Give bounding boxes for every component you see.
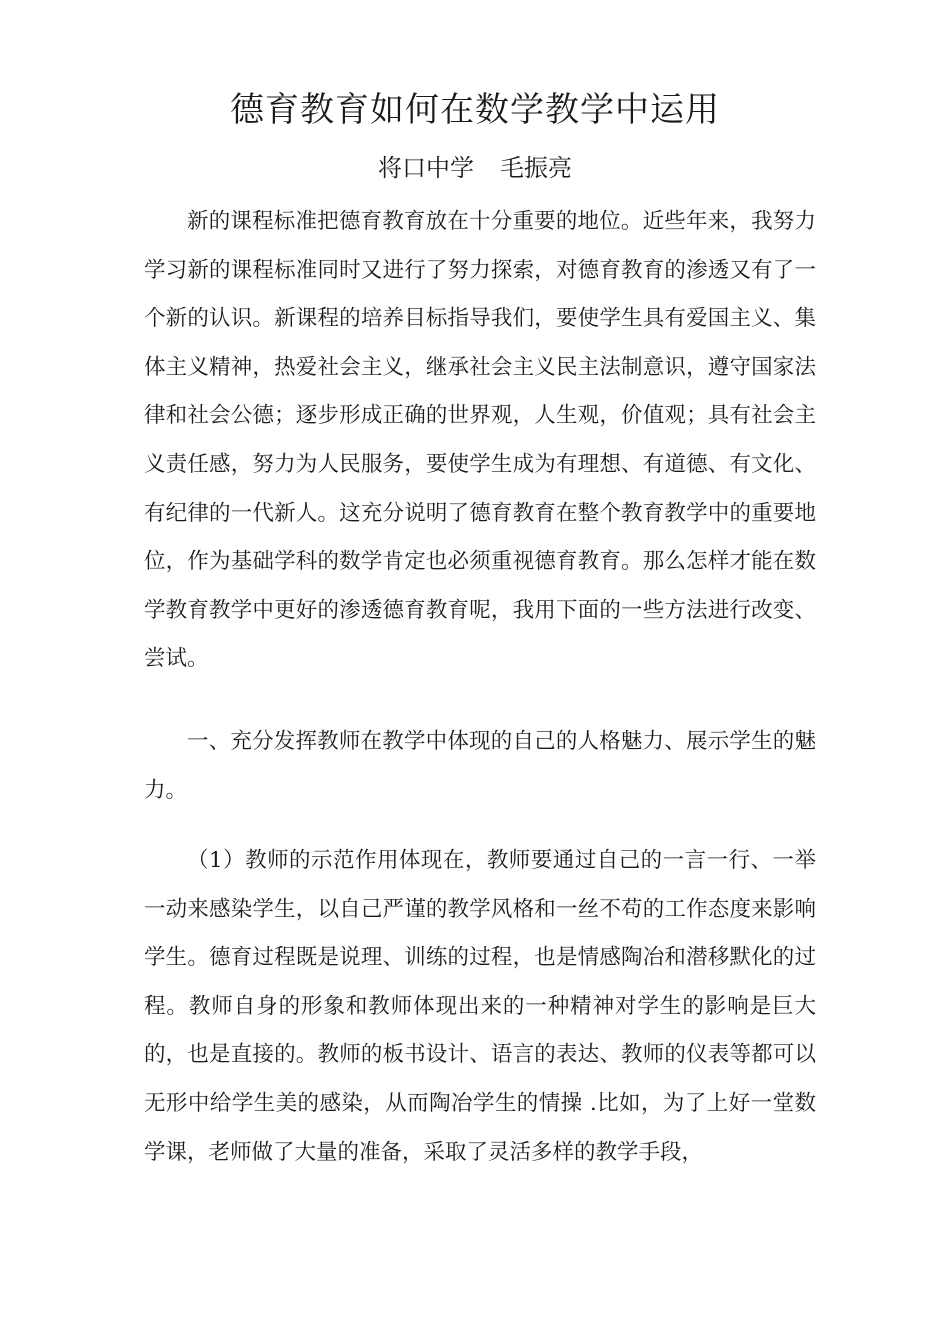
section-heading-1: 一、充分发挥教师在教学中体现的自己的人格魅力、展示学生的魅力。 (144, 729, 816, 803)
author-name: 毛振亮 (500, 154, 572, 182)
paragraph-teacher-example: （1）教师的示范作用体现在，教师要通过自己的一言一行、一举一动来感染学生，以自己严谨的教学风格和一丝不苟的工作态度来影响学生。德育过程既是说理、训练的过程，也是情感陶冶和潜移默化的过程。教师自身的形象和教师体现出来的一种精神对学生的影响是巨大的，也是直接的。教师的板书设计、语言的表达、教师的仪表等都可以无形中给学生美的感染，从而陶冶学生的情操 .比如，为了上好一堂数学课，老师做了大量的准备，采取了灵活多样的教学手段， (144, 848, 816, 1165)
byline (0, 146, 950, 190)
document-title: 德育教育如何在数学教学中运用 (230, 90, 720, 130)
paragraph-intro: 新的课程标准把德育教育放在十分重要的地位。近些年来，我努力学习新的课程标准同时又进行了努力探索，对德育教育的渗透又有了一个新的认识。新课程的培养目标指导我们，要使学生具有爱国主义、集体主义精神，热爱社会主义，继承社会主义民主法制意识，遵守国家法律和社会公德；逐步形成正确的世界观，人生观，价值观；具有社会主义责任感，努力为人民服务，要使学生成为有理想、有道德、有文化、有纪律的一代新人。这充分说明了德育教育在整个教育教学中的重要地位，作为基础学科的数学肯定也必须重视德育教育。那么怎样才能在数学教育教学中更好的渗透德育教育呢，我用下面的一些方法进行改变、尝试。 (144, 209, 816, 672)
school-name: 将口中学 (378, 154, 474, 182)
